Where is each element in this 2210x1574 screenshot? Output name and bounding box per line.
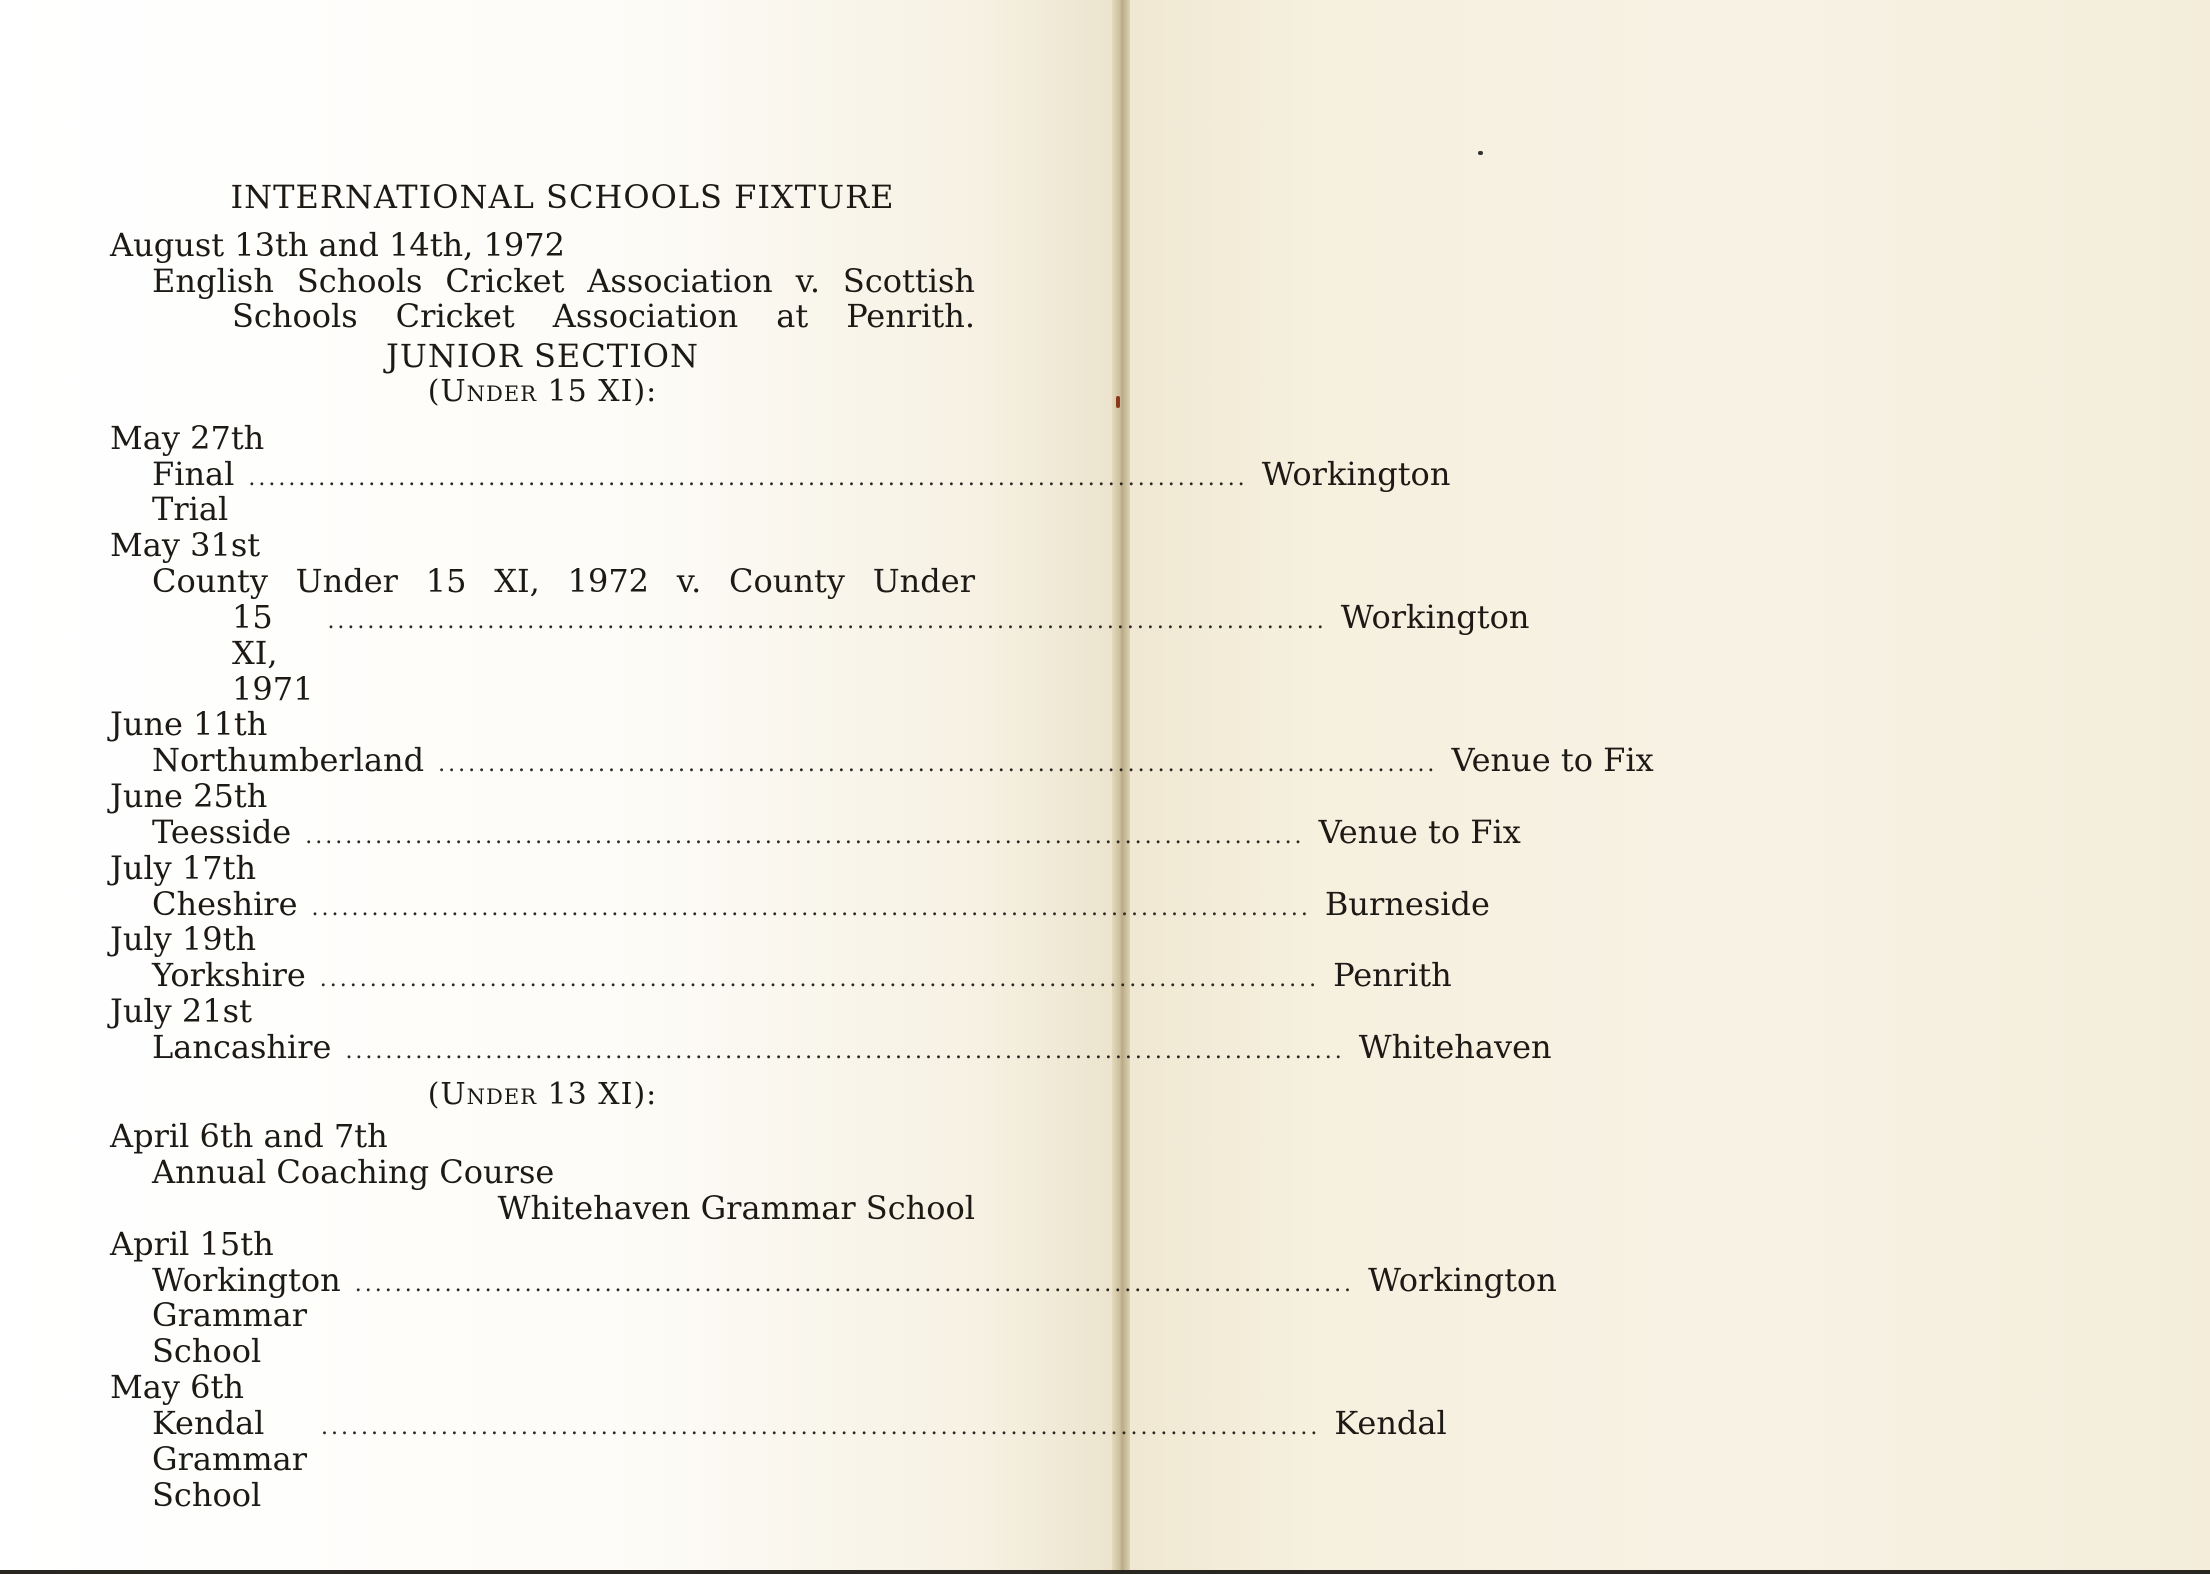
fixture-event-line: County Under 15 XI, 1972 v. County Under — [152, 562, 975, 601]
fixture-venue: Whitehaven Grammar School — [497, 1188, 975, 1227]
right-page-blank — [1130, 0, 2210, 1574]
fixture-date: July 21st — [110, 991, 252, 1030]
fixture-date: May 31st — [110, 526, 261, 565]
fixture-date: July 17th — [110, 848, 257, 887]
fixture-event: Final Trial — [152, 454, 235, 529]
fixture-row — [152, 812, 1521, 851]
leader-dots: .................................................................................................... — [345, 1038, 1345, 1064]
under-15-heading: (Under 15 XI): — [427, 374, 658, 410]
fixture-event: Cheshire — [152, 884, 298, 923]
fixture-date: June 11th — [110, 705, 268, 744]
under-13-heading: (Under 13 XI): — [427, 1076, 658, 1112]
fixture-event: Kendal Grammar School — [152, 1403, 307, 1514]
fixture-venue: Burneside — [1324, 884, 1490, 923]
fixture-venue: Workington — [1261, 454, 1451, 493]
fixture-date: May 6th — [110, 1368, 244, 1407]
fixture-venue: Venue to Fix — [1318, 812, 1521, 851]
fixture-row — [152, 597, 1530, 708]
fixture-row — [152, 956, 1452, 995]
international-heading: INTERNATIONAL SCHOOLS FIXTURE — [230, 178, 895, 216]
leader-dots: .................................................................................................... — [438, 752, 1438, 778]
fixture-date: July 19th — [110, 920, 257, 959]
book-spine — [1112, 0, 1130, 1574]
fixture-date: June 25th — [110, 777, 268, 816]
fixture-event: Lancashire — [152, 1027, 332, 1066]
fixture-event: Northumberland — [152, 741, 425, 780]
leader-dots: .................................................................................................... — [321, 1414, 1321, 1440]
fixture-venue: Venue to Fix — [1451, 741, 1654, 780]
page-bottom-edge — [0, 1570, 2210, 1574]
fixture-row — [152, 1403, 1447, 1514]
leader-dots: .................................................................................................... — [305, 823, 1305, 849]
leader-dots: .................................................................................................... — [354, 1271, 1355, 1297]
fixture-row — [152, 454, 1451, 529]
international-date: August 13th and 14th, 1972 — [110, 225, 565, 264]
fixture-event: Annual Coaching Course — [152, 1153, 555, 1192]
fixture-row — [152, 741, 1654, 780]
leader-dots: .................................................................................................... — [248, 465, 1248, 491]
fixture-date: April 6th and 7th — [110, 1117, 388, 1156]
fixture-date: May 27th — [110, 418, 265, 457]
paper-speck — [1478, 151, 1483, 155]
international-line-1: English Schools Cricket Association v. Scottish — [152, 261, 975, 300]
fixture-event: Yorkshire — [152, 956, 306, 995]
spine-mark — [1116, 396, 1120, 408]
fixture-venue: Kendal — [1334, 1403, 1447, 1442]
fixture-venue: Workington — [1368, 1260, 1557, 1299]
fixture-list — [110, 178, 1654, 1514]
fixture-venue: Workington — [1340, 597, 1530, 636]
fixture-event: Workington Grammar School — [152, 1260, 341, 1371]
leader-dots: .................................................................................................... — [311, 895, 1311, 921]
fixture-venue: Penrith — [1333, 956, 1452, 995]
fixture-row — [152, 1027, 1552, 1066]
leader-dots: .................................................................................................... — [319, 967, 1320, 993]
fixture-event: Teesside — [152, 812, 292, 851]
fixture-row — [152, 1260, 1557, 1371]
fixture-date: April 15th — [110, 1224, 274, 1263]
international-line-2: Schools Cricket Association at Penrith. — [232, 297, 975, 336]
leader-dots: .................................................................................................... — [327, 608, 1327, 634]
junior-section-heading: JUNIOR SECTION — [386, 337, 699, 376]
fixture-row — [152, 884, 1490, 923]
fixture-venue: Whitehaven — [1358, 1027, 1552, 1066]
fixture-event: 15 XI, 1971 — [232, 597, 314, 708]
